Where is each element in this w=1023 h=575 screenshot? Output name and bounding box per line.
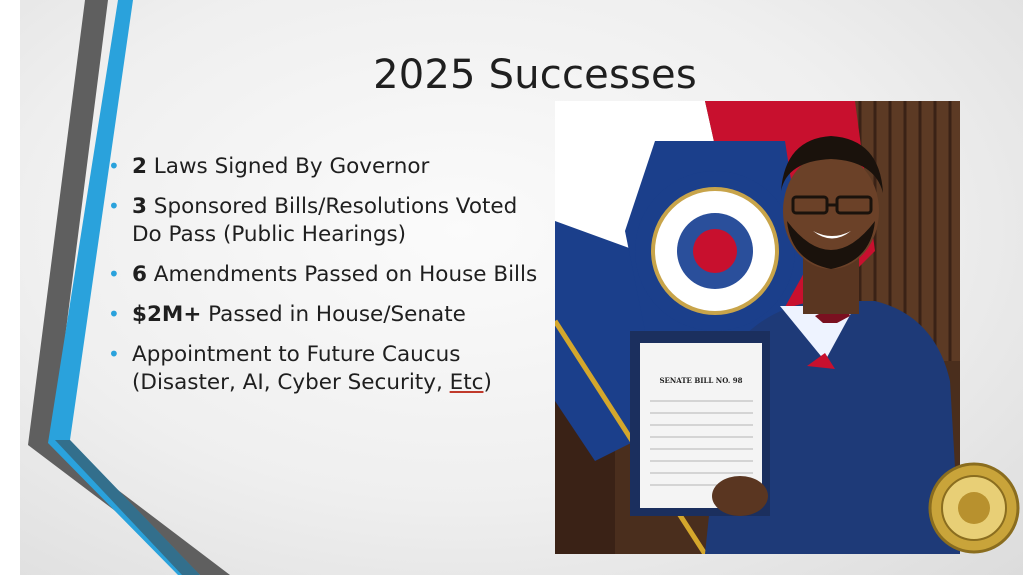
bullet-icon: • bbox=[108, 342, 120, 366]
list-item bbox=[108, 341, 548, 397]
representative-photo bbox=[555, 101, 960, 554]
amendments-label: Amendments Passed on House Bills bbox=[146, 262, 538, 287]
amendments-count: 6 bbox=[132, 262, 147, 287]
bill-document bbox=[630, 331, 770, 516]
list-item bbox=[108, 261, 548, 289]
bullet-icon: • bbox=[108, 302, 120, 326]
caucus-label: Appointment to Future Caucus (Disaster, AI, Cyber Security, bbox=[132, 342, 461, 395]
house-seal-logo bbox=[928, 462, 1020, 554]
funding-label: Passed in House/Senate bbox=[201, 302, 466, 327]
bullet-icon: • bbox=[108, 262, 120, 286]
document-title: SENATE BILL NO. 98 bbox=[659, 376, 743, 385]
bills-count: 3 bbox=[132, 194, 147, 219]
bullet-icon: • bbox=[108, 154, 120, 178]
bills-label: Sponsored Bills/Resolutions Voted Do Pass (Public Hearings) bbox=[132, 194, 518, 247]
bullet-icon: • bbox=[108, 194, 120, 218]
laws-count: 2 bbox=[132, 154, 147, 179]
list-item bbox=[108, 301, 548, 329]
list-item bbox=[108, 193, 548, 249]
success-list bbox=[108, 153, 548, 409]
slide-title: 2025 Successes bbox=[373, 52, 697, 98]
caucus-end: ) bbox=[483, 370, 492, 395]
funding-amount: $2M+ bbox=[132, 302, 202, 327]
list-item bbox=[108, 153, 548, 181]
laws-label: Laws Signed By Governor bbox=[146, 154, 430, 179]
photo-illustration bbox=[555, 101, 960, 554]
etc-text: Etc bbox=[449, 370, 484, 395]
